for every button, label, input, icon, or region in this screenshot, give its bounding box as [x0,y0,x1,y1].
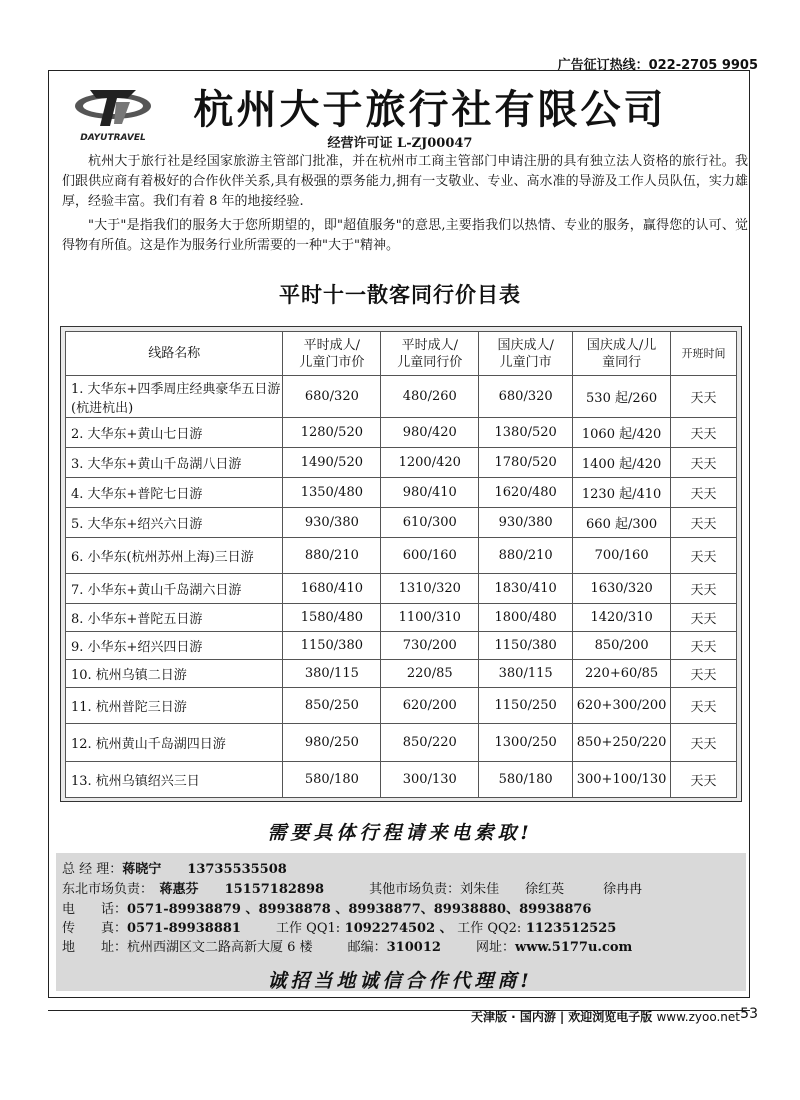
table-cell-national-trade: 850/200 [573,632,671,660]
table-cell-normal-trade: 610/300 [381,508,479,538]
table-row [66,724,737,762]
table-header-cell: 线路名称 [66,332,283,376]
table-cell-normal-trade: 1310/320 [381,574,479,604]
table-cell-route: 2. 大华东+黄山七日游 [66,418,283,448]
table-cell-schedule: 天天 [671,762,737,798]
license-number: 经营许可证 L-ZJ00047 [327,136,473,151]
table-cell-national-trade: 660 起/300 [573,508,671,538]
company-name: 杭州大于旅行社有限公司 [193,87,667,133]
table-cell-schedule: 天天 [671,724,737,762]
table-cell-national-retail: 680/320 [479,376,573,418]
footer-url[interactable]: www.zyoo.net [656,1010,740,1024]
phone-line: 电 话：0571-89938879 、89938878 、89938877、89938880、89938876 [62,902,592,917]
table-cell-schedule: 天天 [671,632,737,660]
table-cell-schedule: 天天 [671,376,737,418]
table-cell-national-retail: 1780/520 [479,448,573,478]
footer-edition: 天津版 · 国内游 [470,1010,556,1024]
table-cell-normal-trade: 730/200 [381,632,479,660]
table-cell-national-retail: 1150/250 [479,688,573,724]
footer-welcome: 欢迎浏览电子版 [568,1010,653,1024]
table-cell-normal-retail: 1280/520 [283,418,381,448]
table-cell-route: 13. 杭州乌镇绍兴三日 [66,762,283,798]
table-cell-normal-trade: 620/200 [381,688,479,724]
price-table-title: 平时十一散客同行价目表 [279,283,521,307]
table-cell-national-trade: 1420/310 [573,604,671,632]
table-cell-normal-retail: 930/380 [283,508,381,538]
table-cell-normal-trade: 1200/420 [381,448,479,478]
table-cell-route: 6. 小华东(杭州苏州上海)三日游 [66,538,283,574]
table-cell-normal-retail: 980/250 [283,724,381,762]
table-row [66,376,737,418]
table-cell-national-trade: 620+300/200 [573,688,671,724]
intro-paragraph: 杭州大于旅行社是经国家旅游主管部门批准，并在杭州市工商主管部门申请注册的具有独立法人资格的旅行社。我们跟供应商有着极好的合作伙伴关系,具有极强的票务能力,拥有一支敬业、专业、高水准的导游及工作人员队伍，实力雄厚，经验丰富。我们有着 8 年的地接经验. [62,154,748,209]
table-cell-national-trade: 530 起/260 [573,376,671,418]
market-line: 东北市场负责： 蒋惠芬 15157182898 其他市场负责：刘朱佳 徐红英 徐冉冉 [62,882,643,897]
table-row [66,688,737,724]
table-cell-normal-retail: 580/180 [283,762,381,798]
footer: 天津版 · 国内游 | 欢迎浏览电子版 www.zyoo.net [470,1010,740,1024]
table-cell-national-trade: 850+250/220 [573,724,671,762]
table-cell-normal-trade: 980/420 [381,418,479,448]
table-row [66,574,737,604]
table-cell-normal-retail: 850/250 [283,688,381,724]
website-link[interactable]: www.5177u.com [515,940,633,955]
fax-line: 传 真：0571-89938881 工作 QQ1: 1092274502 、 工作 QQ2: 1123512525 [62,921,617,936]
table-cell-normal-trade: 220/85 [381,660,479,688]
intro-paragraph-2: "大于"是指我们的服务大于您所期望的，即"超值服务"的意思,主要指我们以热情、专业的服务，赢得您的认可、觉得物有所值。这是作为服务行业所需要的一种"大于"精神。 [62,218,748,253]
table-cell-national-retail: 1800/480 [479,604,573,632]
address-line: 地 址：杭州西湖区文二路高新大厦 6 楼 邮编：310012 网址：www.5177u.com [62,940,633,955]
table-cell-normal-retail: 380/115 [283,660,381,688]
table-cell-national-trade: 1400 起/420 [573,448,671,478]
table-header-cell: 国庆成人/ 儿童门市 [479,332,573,376]
table-cell-normal-trade: 480/260 [381,376,479,418]
table-cell-national-retail: 880/210 [479,538,573,574]
table-row [66,538,737,574]
table-header-cell: 平时成人/ 儿童同行价 [381,332,479,376]
table-cell-normal-trade: 300/130 [381,762,479,798]
table-cell-schedule: 天天 [671,508,737,538]
page-number: 53 [740,1006,758,1022]
table-cell-route: 12. 杭州黄山千岛湖四日游 [66,724,283,762]
table-row [66,762,737,798]
table-cell-national-retail: 1150/380 [479,632,573,660]
price-table [65,331,737,798]
table-cell-national-retail: 1380/520 [479,418,573,448]
table-cell-route: 1. 大华东+四季周庄经典豪华五日游(杭进杭出) [66,376,283,418]
table-cell-normal-retail: 680/320 [283,376,381,418]
table-header-cell: 平时成人/ 儿童门市价 [283,332,381,376]
table-cell-national-retail: 1830/410 [479,574,573,604]
table-row [66,632,737,660]
table-cell-schedule: 天天 [671,660,737,688]
table-cell-schedule: 天天 [671,538,737,574]
table-cell-route: 3. 大华东+黄山千岛湖八日游 [66,448,283,478]
table-row [66,478,737,508]
table-cell-route: 8. 小华东+普陀五日游 [66,604,283,632]
table-row [66,660,737,688]
itinerary-slogan: 需要具体行程请来电索取! [267,822,533,844]
table-cell-national-retail: 380/115 [479,660,573,688]
table-cell-normal-retail: 1150/380 [283,632,381,660]
table-cell-schedule: 天天 [671,448,737,478]
table-cell-normal-retail: 1680/410 [283,574,381,604]
table-cell-normal-trade: 600/160 [381,538,479,574]
table-cell-national-trade: 300+100/130 [573,762,671,798]
table-row [66,508,737,538]
table-cell-schedule: 天天 [671,574,737,604]
ad-hotline: 广告征订热线：022-2705 9905 [557,58,758,73]
table-cell-national-retail: 580/180 [479,762,573,798]
agent-slogan: 诚招当地诚信合作代理商! [267,970,533,992]
table-cell-schedule: 天天 [671,478,737,508]
table-cell-route: 5. 大华东+绍兴六日游 [66,508,283,538]
table-cell-normal-trade: 850/220 [381,724,479,762]
table-cell-national-trade: 1230 起/410 [573,478,671,508]
logo-text: DAYUTRAVEL [80,133,146,143]
table-cell-route: 11. 杭州普陀三日游 [66,688,283,724]
table-cell-national-retail: 1300/250 [479,724,573,762]
table-cell-national-trade: 220+60/85 [573,660,671,688]
table-row [66,448,737,478]
table-cell-national-retail: 1620/480 [479,478,573,508]
table-cell-schedule: 天天 [671,418,737,448]
table-header-cell: 国庆成人/儿 童同行 [573,332,671,376]
table-cell-schedule: 天天 [671,688,737,724]
table-cell-normal-retail: 880/210 [283,538,381,574]
table-cell-normal-retail: 1580/480 [283,604,381,632]
table-cell-route: 9. 小华东+绍兴四日游 [66,632,283,660]
table-cell-route: 10. 杭州乌镇二日游 [66,660,283,688]
gm-line: 总 经 理：蒋晓宁 13735535508 [62,862,287,877]
table-cell-national-trade: 700/160 [573,538,671,574]
table-header-cell: 开班时间 [671,332,737,376]
table-cell-national-trade: 1630/320 [573,574,671,604]
table-cell-normal-trade: 980/410 [381,478,479,508]
table-cell-schedule: 天天 [671,604,737,632]
table-cell-national-retail: 930/380 [479,508,573,538]
table-cell-national-trade: 1060 起/420 [573,418,671,448]
table-row [66,604,737,632]
table-row [66,418,737,448]
table-cell-normal-trade: 1100/310 [381,604,479,632]
table-cell-normal-retail: 1490/520 [283,448,381,478]
table-cell-route: 4. 大华东+普陀七日游 [66,478,283,508]
table-cell-route: 7. 小华东+黄山千岛湖六日游 [66,574,283,604]
table-cell-normal-retail: 1350/480 [283,478,381,508]
